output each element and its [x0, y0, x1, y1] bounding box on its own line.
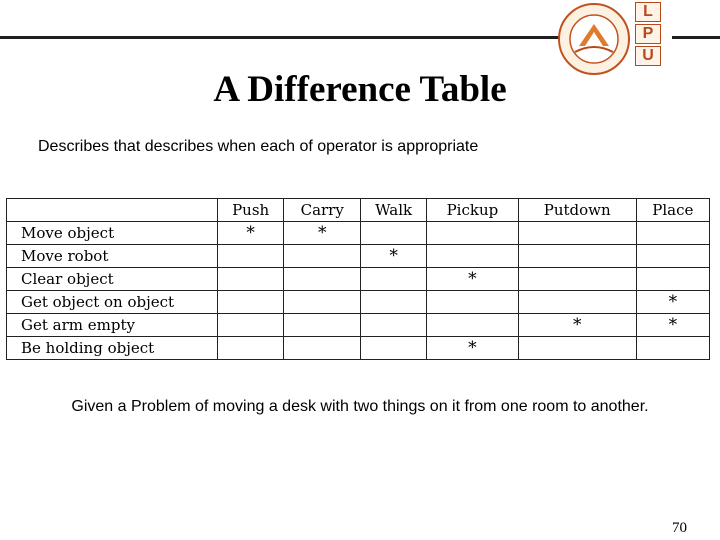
operator-header: Pickup — [427, 199, 519, 222]
operator-mark-cell — [218, 291, 284, 314]
operator-mark-cell — [284, 337, 361, 360]
operator-header: Push — [218, 199, 284, 222]
operator-mark-cell — [218, 245, 284, 268]
lpu-logo — [635, 2, 661, 68]
table-header-row — [7, 199, 710, 222]
operator-mark-cell — [361, 222, 427, 245]
difference-table — [6, 198, 710, 360]
operator-mark-cell — [218, 268, 284, 291]
operator-mark-cell: * — [636, 291, 709, 314]
header-rule-right — [672, 36, 720, 39]
operator-mark-cell: * — [361, 245, 427, 268]
university-seal-icon — [557, 2, 631, 76]
operator-mark-cell — [427, 245, 519, 268]
difference-label: Clear object — [7, 268, 218, 291]
table-row — [7, 291, 710, 314]
operator-mark-cell — [284, 268, 361, 291]
logo-letter: L — [635, 2, 661, 22]
difference-label: Get arm empty — [7, 314, 218, 337]
operator-header: Place — [636, 199, 709, 222]
operator-header: Putdown — [518, 199, 636, 222]
logo-letter: P — [635, 24, 661, 44]
operator-mark-cell — [518, 337, 636, 360]
operator-mark-cell — [284, 314, 361, 337]
table-row — [7, 268, 710, 291]
difference-label: Be holding object — [7, 337, 218, 360]
difference-label: Move robot — [7, 245, 218, 268]
slide-title: A Difference Table — [213, 69, 507, 110]
operator-mark-cell — [518, 245, 636, 268]
table-row — [7, 337, 710, 360]
operator-header: Carry — [284, 199, 361, 222]
operator-header: Walk — [361, 199, 427, 222]
operator-mark-cell — [636, 337, 709, 360]
table-row — [7, 314, 710, 337]
operator-mark-cell: * — [636, 314, 709, 337]
table-row — [7, 245, 710, 268]
header-rule — [0, 36, 560, 39]
operator-mark-cell — [636, 245, 709, 268]
operator-mark-cell: * — [427, 337, 519, 360]
operator-mark-cell — [518, 268, 636, 291]
table-corner-cell — [7, 199, 218, 222]
operator-mark-cell — [284, 291, 361, 314]
operator-mark-cell: * — [518, 314, 636, 337]
operator-mark-cell — [361, 268, 427, 291]
operator-mark-cell — [636, 222, 709, 245]
operator-mark-cell: * — [284, 222, 361, 245]
operator-mark-cell: * — [427, 268, 519, 291]
operator-mark-cell — [361, 291, 427, 314]
difference-label: Get object on object — [7, 291, 218, 314]
operator-mark-cell — [427, 291, 519, 314]
operator-mark-cell — [361, 314, 427, 337]
table-row — [7, 222, 710, 245]
operator-mark-cell — [284, 245, 361, 268]
logo-letter: U — [635, 46, 661, 66]
operator-mark-cell — [218, 337, 284, 360]
problem-statement: Given a Problem of moving a desk with two things on it from one room to another. — [71, 398, 649, 415]
slide-subtitle: Describes that describes when each of operator is appropriate — [38, 138, 479, 155]
operator-mark-cell — [218, 314, 284, 337]
operator-mark-cell — [518, 291, 636, 314]
operator-mark-cell — [518, 222, 636, 245]
operator-mark-cell — [427, 222, 519, 245]
page-number: 70 — [672, 520, 687, 536]
operator-mark-cell — [361, 337, 427, 360]
operator-mark-cell — [427, 314, 519, 337]
difference-label: Move object — [7, 222, 218, 245]
operator-mark-cell: * — [218, 222, 284, 245]
operator-mark-cell — [636, 268, 709, 291]
